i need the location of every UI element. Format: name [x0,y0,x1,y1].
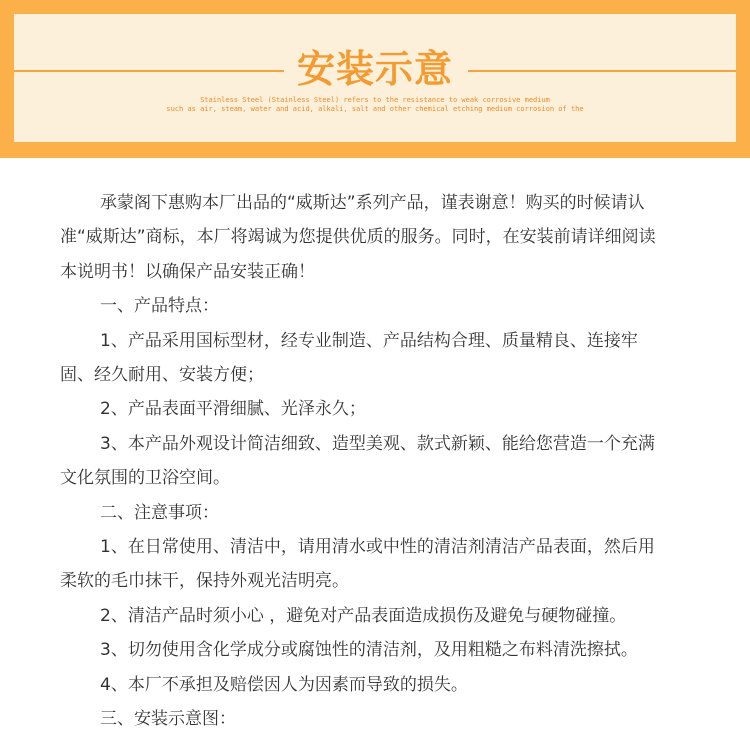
banner-subtitle-line-1: Stainless Steel (Stainless Steel) refers to the resistance to weak corrosive medium [200,96,550,104]
section-2-item-3: 3、切勿使用含化学成分或腐蚀性的清洁剂，及用粗糙之布料清洗擦拭。 [100,640,638,661]
section-1-item-2: 2、产品表面平滑细腻、光泽永久； [100,399,366,420]
header-banner [0,0,750,158]
section-1-item-1: 1、产品采用国标型材，经专业制造、产品结构合理、质量精良、连接牢固、经久耐用、安装方便； [60,330,638,386]
section-2-heading: 二、注意事项： [100,502,219,523]
section-3-heading: 三、安装示意图： [100,709,236,730]
section-2-item-2: 2、清洁产品时须小心 ，避免对产品表面造成损伤及避免与硬物碰撞。 [100,605,627,626]
section-1-heading: 一、产品特点： [100,296,219,317]
instruction-text [60,186,670,737]
section-2-item-4: 4、本厂不承担及赔偿因人为因素而导致的损失。 [100,674,468,695]
section-1-item-3: 3、本产品外观设计简洁细致、造型美观、款式新颖、能给您营造一个充满文化氛围的卫浴空间。 [60,433,655,489]
banner-title: 安装示意 [296,47,453,91]
banner-subtitle-line-2: such as air, steam, water and acid, alkali, salt and other chemical etching medium corrosion of the [166,105,584,113]
section-2-item-1: 1、在日常使用、清洁中，请用清水或中性的清洁剂清洁产品表面，然后用柔软的毛巾抹干，保持外观光洁明亮。 [60,537,655,592]
intro-paragraph: 承蒙阁下惠购本厂出品的“威斯达”系列产品，谨表谢意！购买的时候请认准“威斯达”商标，本厂将竭诚为您提供优质的服务。同时，在安装前请详细阅读本说明书！以确保产品安装正确！ [60,193,656,282]
